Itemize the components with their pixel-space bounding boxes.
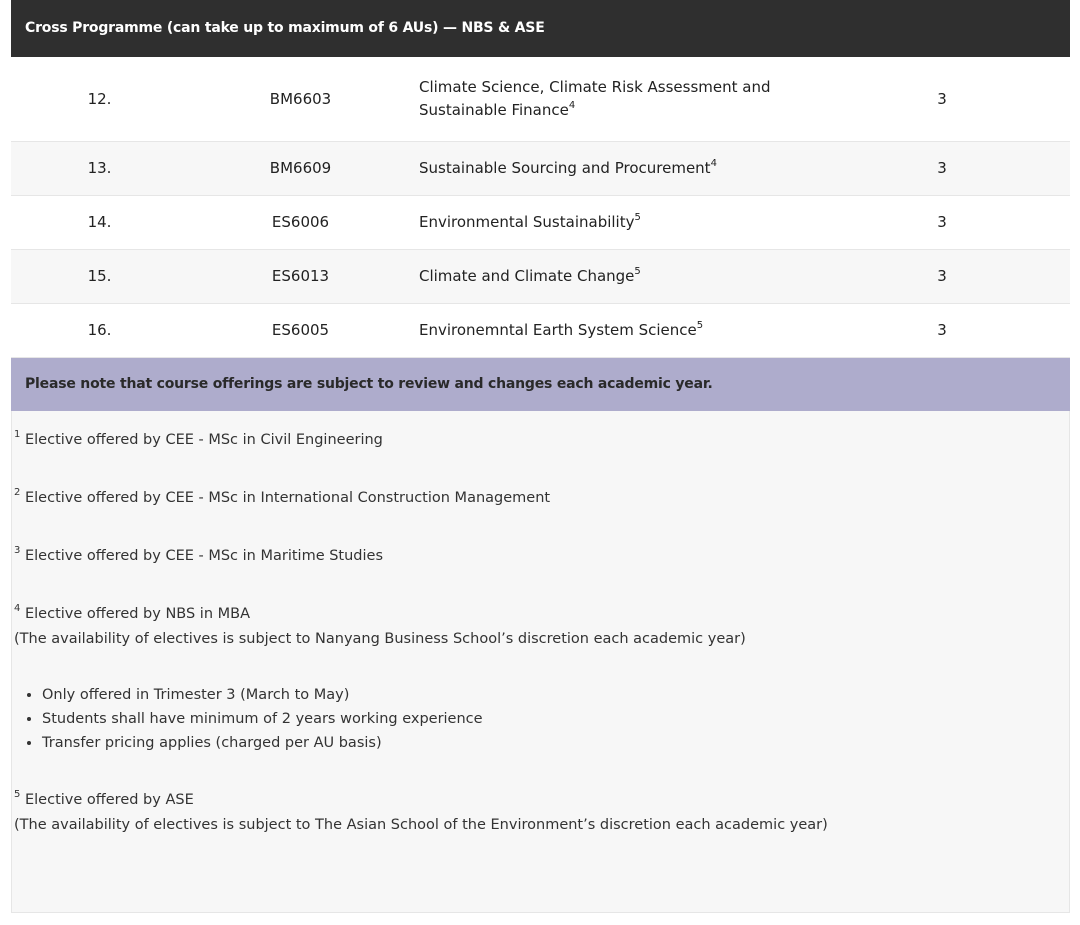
footnote-mark: 4 [710, 157, 717, 169]
course-au [814, 195, 1070, 249]
footnote-note: (The availability of electives is subject to Nanyang Business School’s discretion each academic year) [14, 630, 746, 647]
course-code: BM6603 [188, 57, 413, 141]
course-au [814, 249, 1070, 303]
footnote-mark: 5 [634, 211, 641, 223]
footnote-4 [14, 602, 746, 652]
course-number: 16. [11, 303, 188, 357]
table-row [11, 141, 1070, 195]
footnote-mark: 4 [14, 602, 21, 614]
footnote-4-bullets [12, 683, 483, 755]
footnote-text: Elective offered by NBS in MBA [24, 605, 251, 622]
course-code: BM6609 [188, 141, 413, 195]
course-title-line2: Sustainable Finance [419, 100, 569, 119]
table-row [11, 195, 1070, 249]
footnotes-panel [11, 411, 1070, 913]
footnote-text: Elective offered by ASE [24, 791, 194, 808]
footnote-mark: 2 [14, 486, 21, 498]
course-title-text: Environmental Sustainability [419, 212, 635, 231]
course-au [814, 57, 1070, 141]
table-row [11, 249, 1070, 303]
course-code: ES6005 [188, 303, 413, 357]
au-value: 3 [937, 89, 947, 108]
course-title-text: Sustainable Sourcing and Procurement [419, 158, 711, 177]
course-code: ES6006 [188, 195, 413, 249]
course-table [11, 57, 1070, 358]
section-header: Cross Programme (can take up to maximum of 6 AUs) — NBS & ASE [11, 0, 1070, 57]
course-number: 12. [11, 57, 188, 141]
course-title [413, 303, 814, 357]
table-row [11, 303, 1070, 357]
footnote-mark: 1 [14, 428, 21, 440]
footnote-mark: 5 [696, 319, 704, 331]
footnote-mark: 5 [634, 265, 641, 277]
course-title [413, 141, 814, 195]
course-au [814, 303, 1070, 357]
footnote-mark: 4 [568, 99, 576, 111]
footnote-text: Elective offered by CEE - MSc in Civil Engineering [24, 431, 383, 448]
course-table-section [11, 0, 1070, 913]
footnote-note: (The availability of electives is subject to The Asian School of the Environment’s discretion each academic year) [14, 816, 828, 833]
list-item: • Transfer pricing applies (charged per AU basis) [42, 731, 483, 755]
course-title [413, 195, 814, 249]
course-number: 15. [11, 249, 188, 303]
footnote-mark: 5 [14, 788, 21, 800]
au-value: 3 [937, 321, 947, 339]
course-title-text: Climate and Climate Change [419, 266, 635, 285]
course-title-text: Environemntal Earth System Science [419, 320, 697, 339]
footnote-5 [14, 788, 828, 838]
footnote-1 [14, 428, 383, 453]
footnote-text: Elective offered by CEE - MSc in Maritime Studies [24, 547, 384, 564]
course-number: 13. [11, 141, 188, 195]
au-value: 3 [937, 267, 947, 285]
footnote-3 [14, 544, 383, 569]
course-title [413, 249, 814, 303]
table-row [11, 57, 1070, 141]
footnote-text: Elective offered by CEE - MSc in International Construction Management [24, 489, 551, 506]
list-item: • Only offered in Trimester 3 (March to May) [42, 683, 483, 707]
footnote-2 [14, 486, 550, 511]
course-number: 14. [11, 195, 188, 249]
list-item: • Students shall have minimum of 2 years working experience [42, 707, 483, 731]
notice-banner: Please note that course offerings are subject to review and changes each academic year. [11, 358, 1070, 411]
au-value: 3 [937, 159, 947, 177]
footnote-mark: 3 [14, 544, 21, 556]
course-title-line1: Climate Science, Climate Risk Assessment and [419, 77, 771, 96]
au-value: 3 [937, 213, 947, 231]
course-title [413, 57, 814, 141]
course-au [814, 141, 1070, 195]
course-code: ES6013 [188, 249, 413, 303]
